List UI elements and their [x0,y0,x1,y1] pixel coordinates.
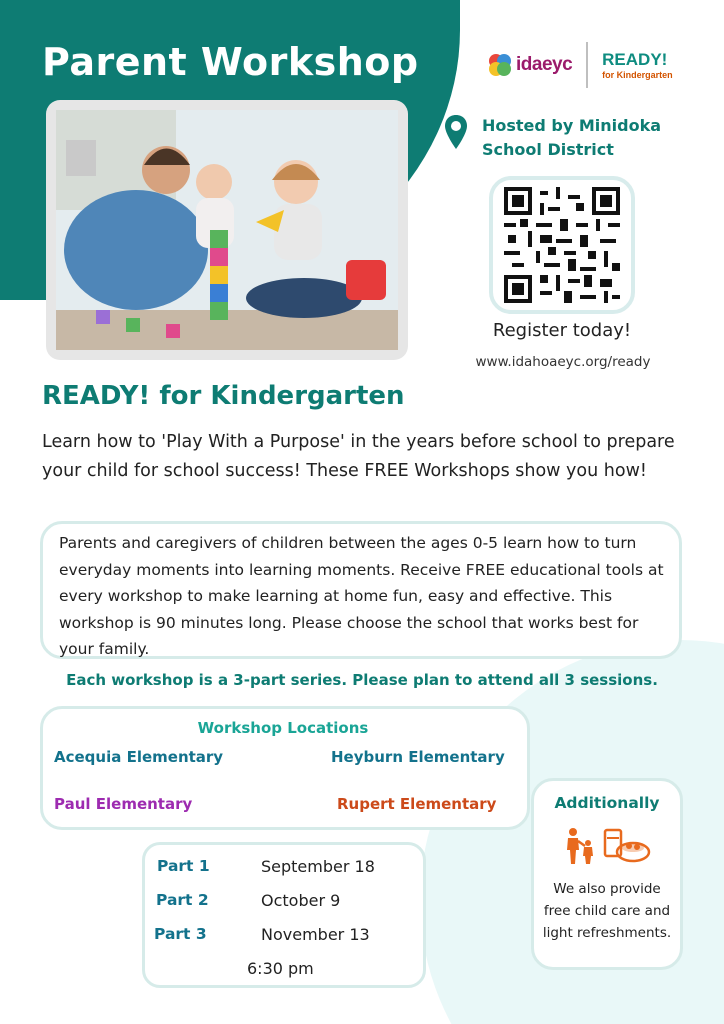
schedule-part-2-label: Part 2 [156,891,209,909]
location-acequia: Acequia Elementary [54,748,224,766]
logo-divider [586,42,588,88]
additionally-text: We also provide free child care and light refreshments. [542,881,672,941]
meal-icon [603,826,651,866]
partner-logos [488,42,673,88]
hero-photo [56,110,398,350]
location-paul: Paul Elementary [54,795,193,813]
page-title: Parent Workshop [42,40,419,84]
schedule-part-2-date: October 9 [261,891,341,910]
additionally-heading: Additionally [554,794,660,812]
amenity-icons [562,824,652,868]
location-pin-icon [444,114,468,150]
host-line-2: School District [482,140,614,159]
host-line-1: Hosted by Minidoka [482,116,662,135]
idaeyc-logo-icon [488,53,512,77]
schedule-time: 6:30 pm [247,959,314,978]
series-note: Each workshop is a 3-part series. Please plan to attend all 3 sessions. [66,671,658,689]
ready-logo [602,51,673,80]
schedule-part-1-date: September 18 [261,857,375,876]
host-text [482,114,672,162]
additionally-box [531,778,683,970]
location-heyburn: Heyburn Elementary [331,748,505,766]
location-rupert: Rupert Elementary [337,795,497,813]
schedule-part-1-label: Part 1 [157,857,210,875]
family-playing-illustration [56,110,398,350]
program-title: READY! for Kindergarten [42,381,405,411]
schedule-part-3-label: Part 3 [154,925,207,943]
program-description-box [40,521,682,659]
schedule-part-3-date: November 13 [261,925,370,944]
workshop-locations-box [40,706,530,830]
qr-code-icon[interactable] [504,187,620,303]
host-info [444,114,672,162]
qr-card[interactable] [489,176,635,314]
register-call-to-action: Register today! [492,320,632,341]
schedule-box [142,842,426,988]
registration-url[interactable]: www.idahoaeyc.org/ready [475,354,651,370]
hero-photo-frame [46,100,408,360]
parent-child-icon [563,828,597,864]
program-description: Parents and caregivers of children between the ages 0-5 learn how to turn everyday moments into learning moments. Receive FREE educational tools at every workshop to make learning at home fun, easy and effective. This workshop is 90 minutes long. Please choose the school that works best for your family. [59,534,664,658]
ready-logo-subtitle: for Kindergarten [602,69,673,80]
ready-logo-word: READY! [602,49,668,69]
program-lead-text: Learn how to 'Play With a Purpose' in the years before school to prepare your child for school success! These FREE Workshops show you how! [42,432,675,481]
idaeyc-logo-text: idaeyc [516,54,573,75]
locations-heading: Workshop Locations [197,719,369,737]
